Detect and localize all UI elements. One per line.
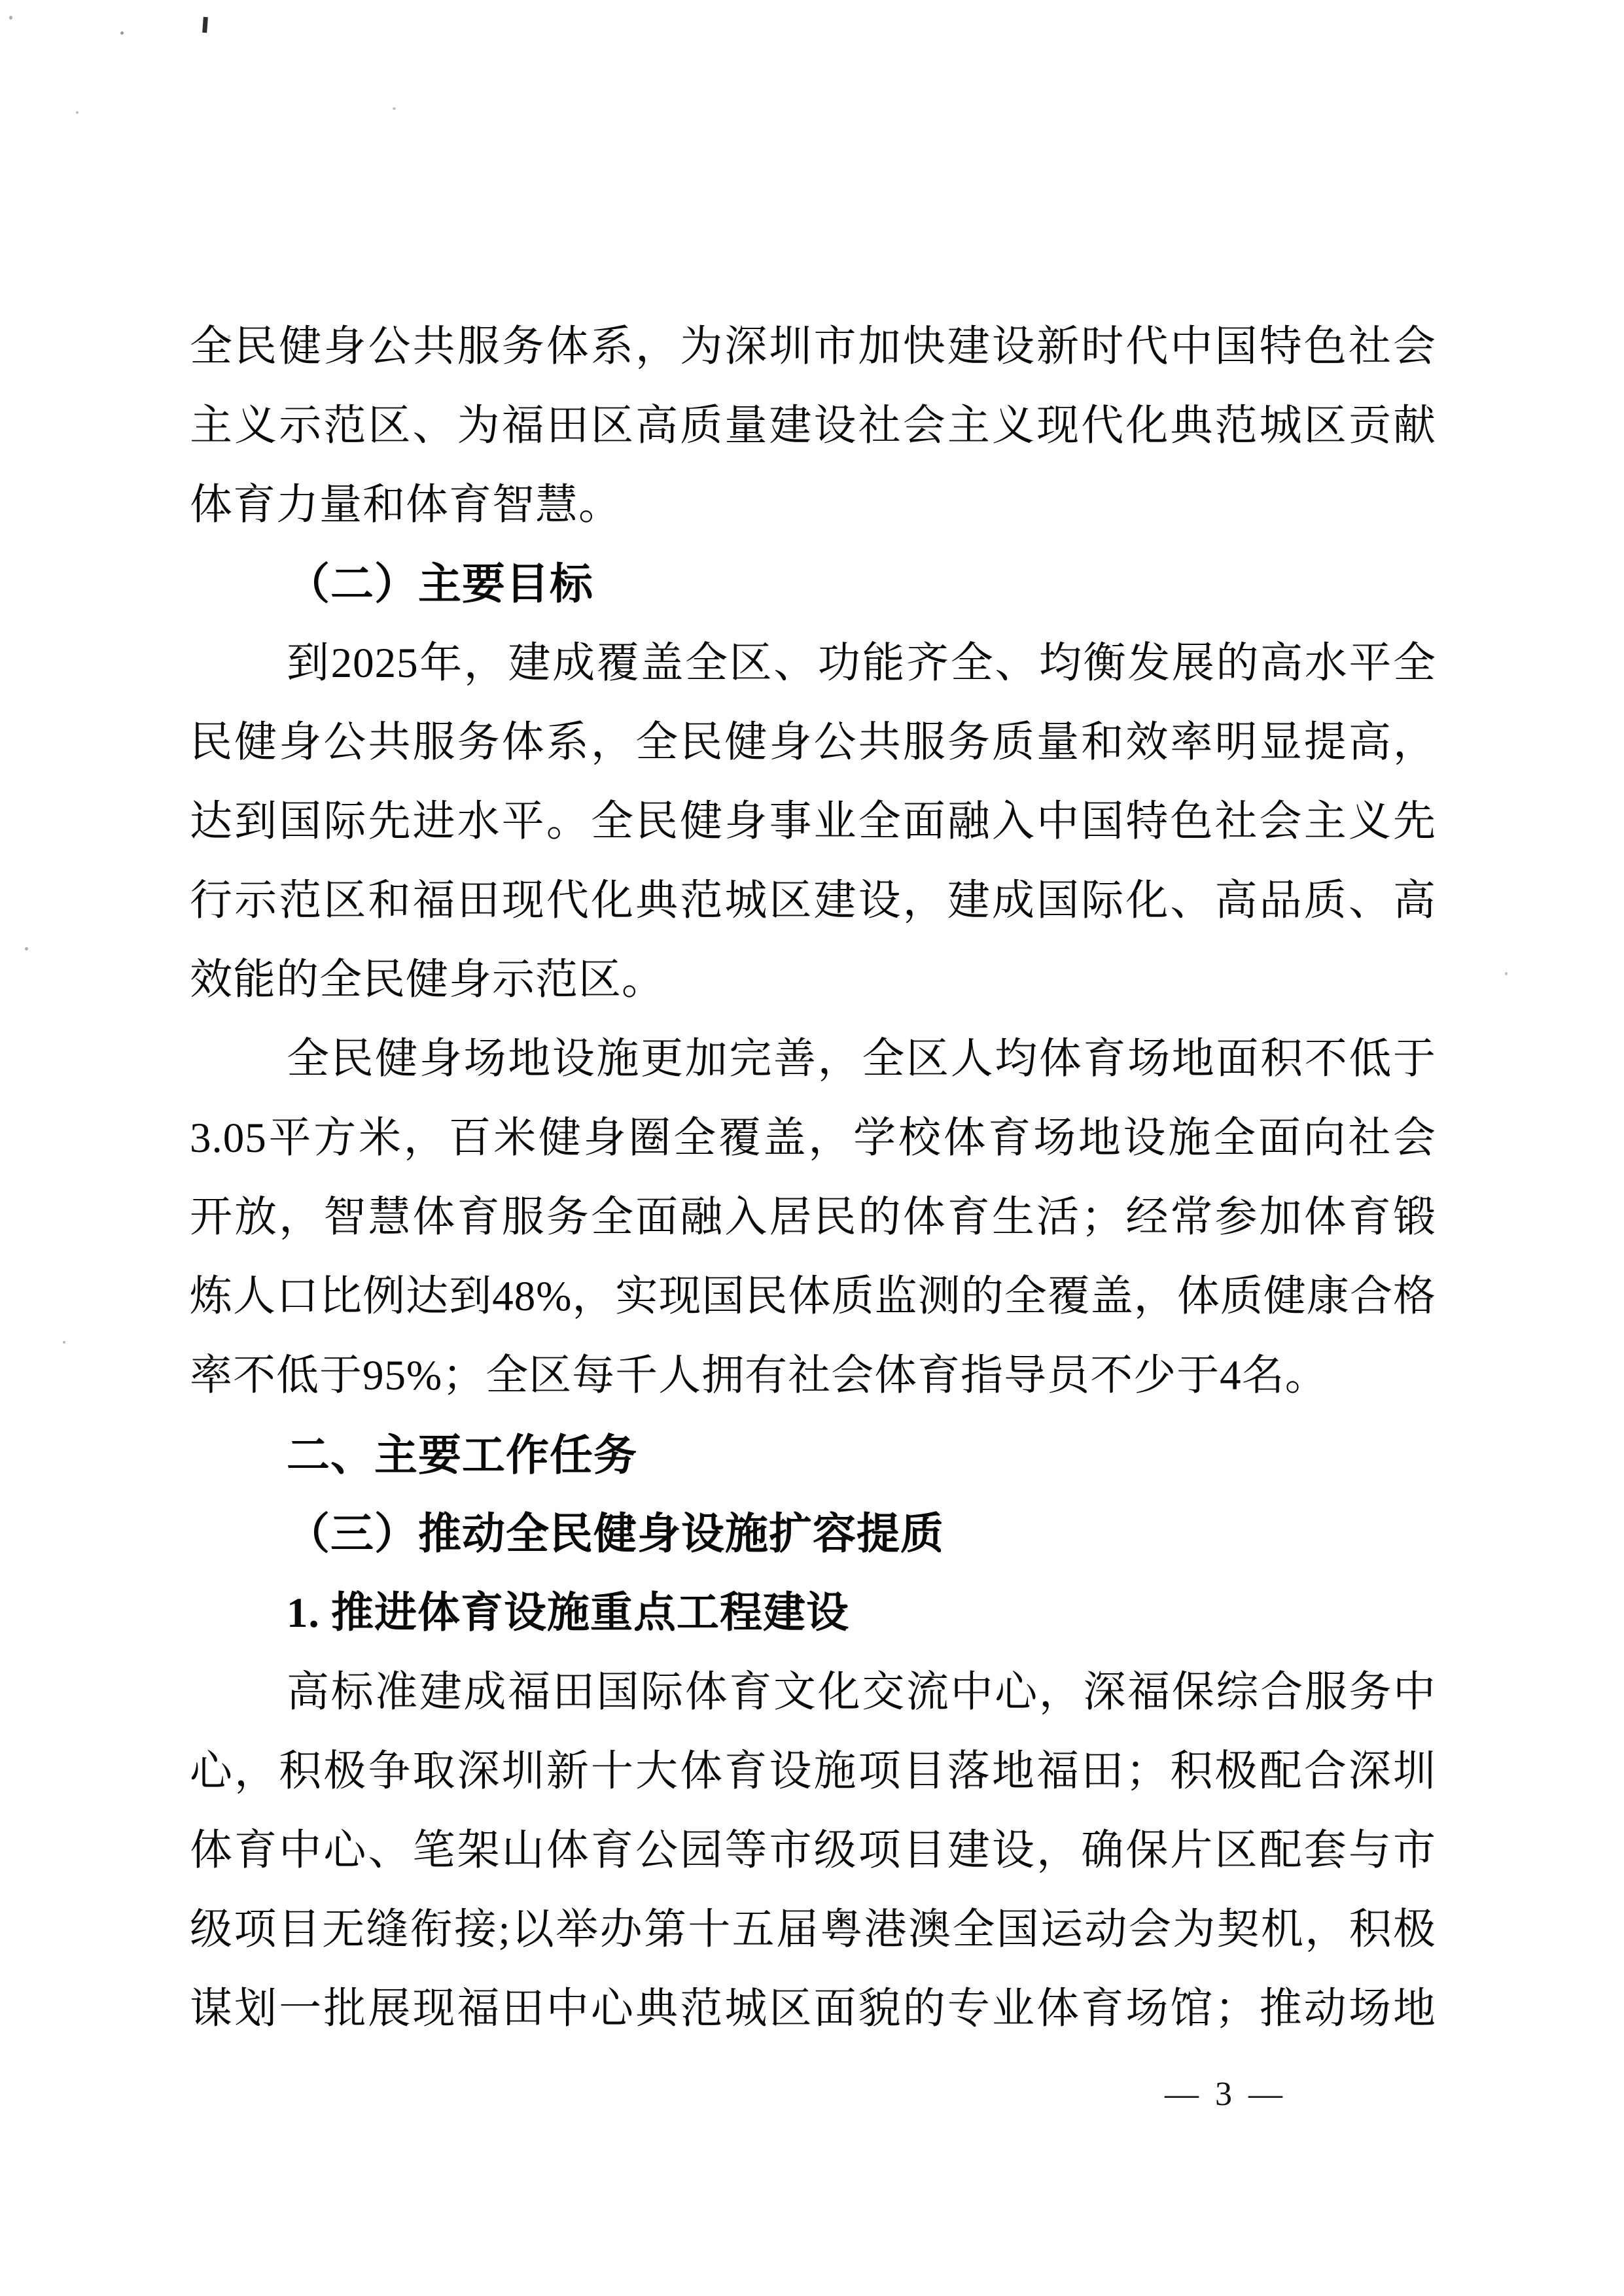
heading-main-tasks: 二、主要工作任务 — [287, 1431, 637, 1479]
body-line: 开放，智慧体育服务全面融入居民的体育生活；经常参加体育锻 — [190, 1194, 1436, 1241]
body-line: 民健身公共服务体系，全民健身公共服务质量和效率明显提高， — [190, 719, 1436, 766]
body-line: 全民健身公共服务体系，为深圳市加快建设新时代中国特色社会 — [190, 323, 1436, 370]
body-line: 体育力量和体育智慧。 — [190, 481, 622, 529]
body-line: 3.05平方米，百米健身圈全覆盖，学校体育场地设施全面向社会 — [190, 1115, 1436, 1162]
heading-main-targets: （二）主要目标 — [287, 561, 593, 608]
scan-artifact — [9, 16, 12, 20]
body-line: 高标准建成福田国际体育文化交流中心，深福保综合服务中 — [287, 1669, 1436, 1716]
body-line: 体育中心、笔架山体育公园等市级项目建设，确保片区配套与市 — [190, 1827, 1436, 1874]
body-line: 全民健身场地设施更加完善，全区人均体育场地面积不低于 — [287, 1035, 1436, 1083]
body-line: 到2025年，建成覆盖全区、功能齐全、均衡发展的高水平全 — [287, 640, 1436, 687]
body-line: 谋划一批展现福田中心典范城区面貌的专业体育场馆；推动场地 — [190, 1985, 1436, 2032]
scan-artifact — [76, 111, 79, 114]
body-line: 心，积极争取深圳新十大体育设施项目落地福田；积极配合深圳 — [190, 1748, 1436, 1795]
text-block — [190, 307, 1436, 2049]
body-line: 率不低于95%；全区每千人拥有社会体育指导员不少于4名。 — [190, 1352, 1328, 1399]
heading-expand-fitness-facilities: （三）推动全民健身设施扩容提质 — [287, 1510, 944, 1558]
body-line: 级项目无缝衔接;以举办第十五届粤港澳全国运动会为契机，积极 — [190, 1906, 1436, 1953]
scan-artifact — [1505, 972, 1508, 975]
body-line: 行示范区和福田现代化典范城区建设，建成国际化、高品质、高 — [190, 877, 1436, 924]
heading-key-sports-projects: 1. 推进体育设施重点工程建设 — [287, 1590, 850, 1637]
body-line: 主义示范区、为福田区高质量建设社会主义现代化典范城区贡献 — [190, 402, 1436, 449]
page-number: — 3 — — [1165, 2076, 1286, 2113]
scan-artifact — [393, 107, 396, 110]
scan-artifact — [120, 31, 124, 35]
body-line: 达到国际先进水平。全民健身事业全面融入中国特色社会主义先 — [190, 798, 1436, 845]
scan-artifact — [202, 17, 208, 33]
body-line: 炼人口比例达到48%，实现国民体质监测的全覆盖，体质健康合格 — [190, 1273, 1436, 1320]
scan-artifact — [25, 947, 28, 950]
body-line: 效能的全民健身示范区。 — [190, 956, 665, 1003]
scan-artifact — [63, 1341, 65, 1344]
